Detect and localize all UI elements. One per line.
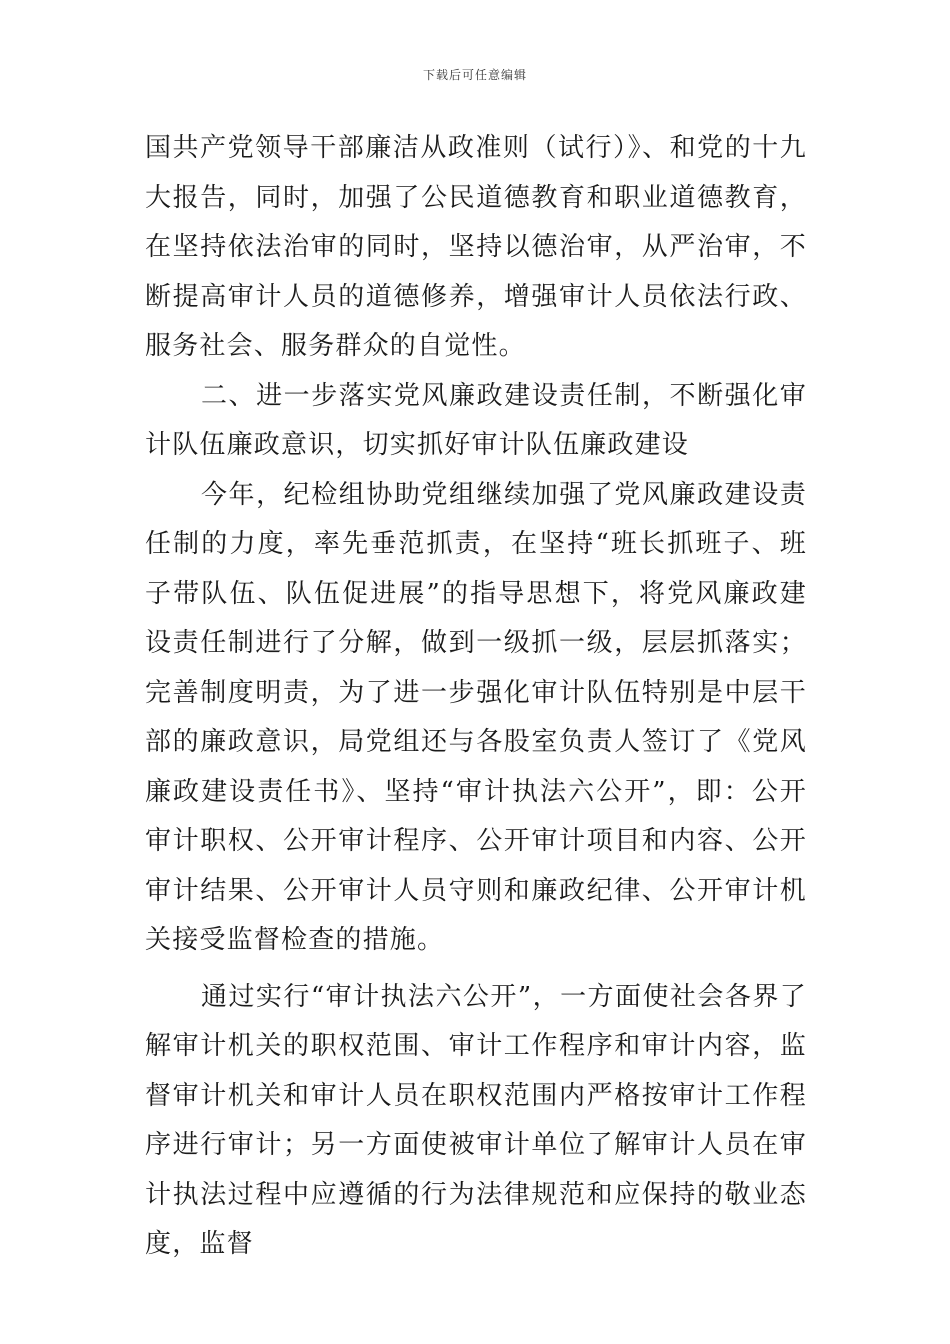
document-body: [145, 124, 807, 1270]
section-heading: 二、进一步落实党风廉政建设责任制，不断强化审计队伍廉政意识，切实抓好审计队伍廉政建设: [145, 380, 807, 460]
paragraph: 通过实行“审计执法六公开”，一方面使社会各界了解审计机关的职权范围、审计工作程序和审计内容，监督审计机关和审计人员在职权范围内严格按审计工作程序进行审计；另一方面使被审计单位了解审计人员在审计执法过程中应遵循的行为法律规范和应保持的敬业态度，监督: [145, 981, 807, 1259]
paragraph-continuation: 国共产党领导干部廉洁从政准则（试行）》、和党的十九大报告，同时，加强了公民道德教育和职业道德教育，在坚持依法治审的同时，坚持以德治审，从严治审，不断提高审计人员的道德修养，增强审计人员依法行政、服务社会、服务群众的自觉性。: [145, 133, 807, 361]
paragraph: 今年，纪检组协助党组继续加强了党风廉政建设责任制的力度，率先垂范抓责，在坚持“班长抓班子、班子带队伍、队伍促进展”的指导思想下，将党风廉政建设责任制进行了分解，做到一级抓一级，层层抓落实；完善制度明责，为了进一步强化审计队伍特别是中层干部的廉政意识，局党组还与各股室负责人签订了《党风廉政建设责任书》、坚持“审计执法六公开”，即：公开审计职权、公开审计程序、公开审计项目和内容、公开审计结果、公开审计人员守则和廉政纪律、公开审计机关接受监督检查的措施。: [145, 479, 807, 955]
download-note: 下载后可任意编辑: [422, 68, 527, 82]
